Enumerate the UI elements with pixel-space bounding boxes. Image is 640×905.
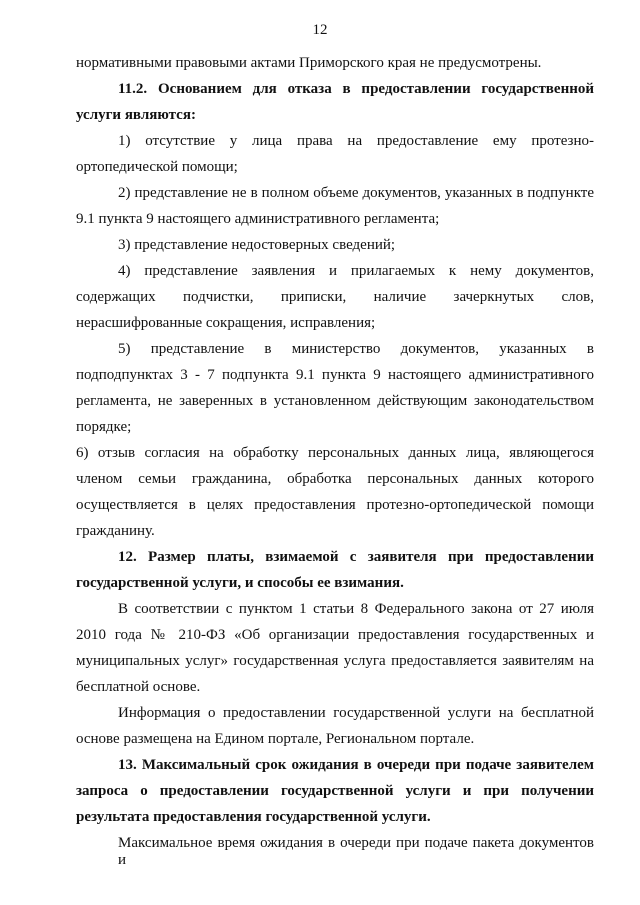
section-heading-line: государственной услуги, и способы ее взимания.	[76, 575, 404, 591]
paragraph-line: содержащих подчистки, приписки, наличие зачеркнутых слов,	[76, 289, 594, 305]
paragraph-line: гражданину.	[76, 523, 155, 539]
paragraph-line: подподпунктах 3 - 7 подпункта 9.1 пункта 9 настоящего административного	[76, 367, 594, 383]
section-heading-line: услуги являются:	[76, 107, 196, 123]
paragraph-line: 2) представление не в полном объеме документов, указанных в подпункте	[118, 185, 594, 201]
paragraph-line: 9.1 пункта 9 настоящего административного регламента;	[76, 211, 440, 227]
paragraph-line: осуществляется в целях предоставления протезно-ортопедической помощи	[76, 497, 594, 513]
paragraph-line: 5) представление в министерство документов, указанных в	[118, 341, 594, 357]
paragraph-line: Максимальное время ожидания в очереди при подаче пакета документов и	[118, 835, 594, 868]
paragraph-line: 4) представление заявления и прилагаемых к нему документов,	[118, 263, 594, 279]
paragraph-line: Информация о предоставлении государственной услуги на бесплатной	[118, 705, 594, 721]
paragraph-line: регламента, не заверенных в установленном действующим законодательством	[76, 393, 594, 409]
page-number: 12	[312, 22, 328, 38]
section-heading-line: запроса о предоставлении государственной услуги и при получении	[76, 783, 594, 799]
paragraph-line: 2010 года № 210-ФЗ «Об организации предоставления государственных и	[76, 627, 594, 643]
document-body	[76, 55, 594, 868]
paragraph-line: ортопедической помощи;	[76, 159, 238, 175]
section-heading-line: 13. Максимальный срок ожидания в очереди при подаче заявителем	[118, 757, 594, 773]
paragraph-line: членом семьи гражданина, обработка персональных данных которого	[76, 471, 594, 487]
paragraph-line: нерасшифрованные сокращения, исправления;	[76, 315, 376, 331]
section-heading-line: результата предоставления государственной услуги.	[76, 809, 431, 825]
paragraph-line: 3) представление недостоверных сведений;	[118, 237, 396, 253]
paragraph-line: 6) отзыв согласия на обработку персональных данных лица, являющегося	[76, 445, 594, 461]
paragraph-line: основе размещена на Едином портале, Региональном портале.	[76, 731, 475, 747]
paragraph-line: муниципальных услуг» государственная услуга предоставляется заявителям на	[76, 653, 594, 669]
paragraph-line: бесплатной основе.	[76, 679, 201, 695]
paragraph-line: нормативными правовыми актами Приморского края не предусмотрены.	[76, 55, 542, 71]
paragraph-line: 1) отсутствие у лица права на предоставление ему протезно-	[118, 133, 594, 149]
paragraph-line: В соответствии с пунктом 1 статьи 8 Федерального закона от 27 июля	[118, 601, 594, 617]
section-heading-line: 12. Размер платы, взимаемой с заявителя при предоставлении	[118, 549, 594, 565]
section-heading-line: 11.2. Основанием для отказа в предоставлении государственной	[118, 81, 594, 97]
paragraph-line: порядке;	[76, 419, 132, 435]
